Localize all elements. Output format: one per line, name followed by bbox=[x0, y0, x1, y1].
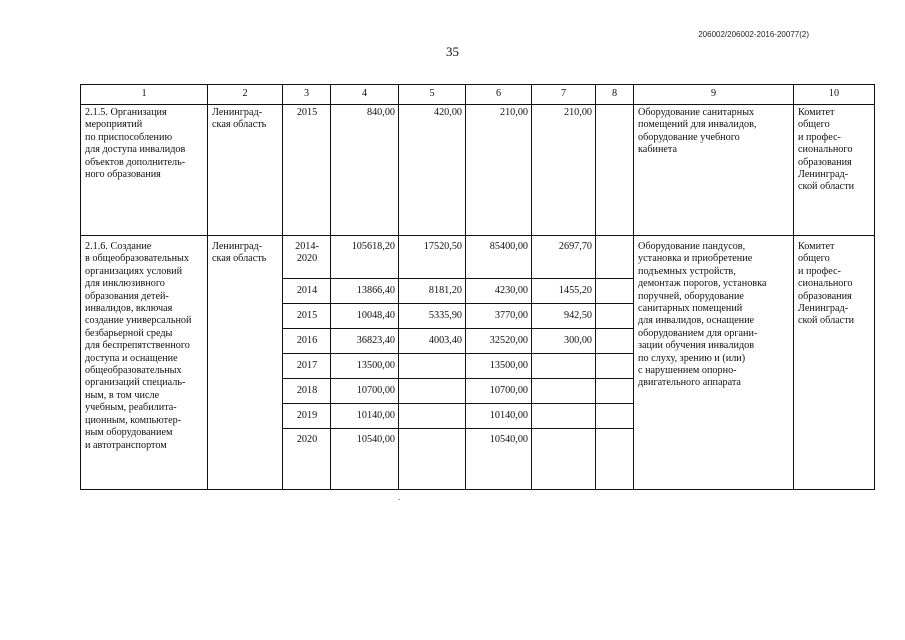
column-header: 1 bbox=[81, 85, 208, 105]
federal-cell: 5335,90 bbox=[399, 304, 466, 329]
federal-cell: 8181,20 bbox=[399, 279, 466, 304]
year-cell: 2015 bbox=[283, 105, 331, 236]
page-number: 35 bbox=[446, 44, 459, 59]
column-header: 9 bbox=[634, 85, 794, 105]
local-cell bbox=[532, 404, 596, 429]
federal-cell bbox=[399, 429, 466, 490]
local-cell: 1455,20 bbox=[532, 279, 596, 304]
other-cell bbox=[596, 354, 634, 379]
measure-name: 2.1.5. Организация мероприятий по приспособлению для доступа инвалидов объектов дополнитель- ного образования bbox=[81, 105, 208, 236]
executor: Комитет общего и профес- сионального образования Ленинград- ской области bbox=[794, 236, 875, 490]
federal-cell bbox=[399, 379, 466, 404]
column-header: 10 bbox=[794, 85, 875, 105]
table-row-2-1-6 bbox=[81, 236, 875, 279]
local-cell: 942,50 bbox=[532, 304, 596, 329]
local-cell: 2697,70 bbox=[532, 236, 596, 279]
federal-cell: 4003,40 bbox=[399, 329, 466, 354]
local-cell bbox=[532, 429, 596, 490]
column-header: 7 bbox=[532, 85, 596, 105]
federal-cell bbox=[399, 354, 466, 379]
federal-cell: 17520,50 bbox=[399, 236, 466, 279]
executor: Комитет общего и профес- сионального образования Ленинград- ской области bbox=[794, 105, 875, 236]
region: Ленинград- ская область bbox=[208, 236, 283, 490]
column-header: 4 bbox=[331, 85, 399, 105]
year-cell: 2020 bbox=[283, 429, 331, 490]
regional-cell: 10140,00 bbox=[466, 404, 532, 429]
total-cell: 13500,00 bbox=[331, 354, 399, 379]
column-number-row bbox=[81, 85, 875, 105]
regional-cell: 32520,00 bbox=[466, 329, 532, 354]
year-cell: 2018 bbox=[283, 379, 331, 404]
year-cell: 2019 bbox=[283, 404, 331, 429]
regional-cell: 4230,00 bbox=[466, 279, 532, 304]
local-cell: 300,00 bbox=[532, 329, 596, 354]
column-header: 3 bbox=[283, 85, 331, 105]
column-header: 6 bbox=[466, 85, 532, 105]
year-cell: 2014- 2020 bbox=[283, 236, 331, 279]
regional-cell: 10700,00 bbox=[466, 379, 532, 404]
region: Ленинград- ская область bbox=[208, 105, 283, 236]
other-cell bbox=[596, 329, 634, 354]
regional-cell: 3770,00 bbox=[466, 304, 532, 329]
federal-cell bbox=[399, 404, 466, 429]
total-cell: 10700,00 bbox=[331, 379, 399, 404]
other-cell bbox=[596, 379, 634, 404]
document-id: 206002/206002-2016-20077(2) bbox=[698, 30, 809, 39]
expected-result: Оборудование пандусов, установка и приобретение подъемных устройств, демонтаж порогов, установка поручней, оборудование санитарных помещений для инвалидов, оснащение оборудованием для органи- зации обучения инвалидов по слуху, зрению и (или) с нарушением опорно- двигательного аппарата bbox=[634, 236, 794, 490]
regional-cell: 10540,00 bbox=[466, 429, 532, 490]
expected-result: Оборудование санитарных помещений для инвалидов, оборудование учебного кабинета bbox=[634, 105, 794, 236]
column-header: 2 bbox=[208, 85, 283, 105]
local-cell: 210,00 bbox=[532, 105, 596, 236]
total-cell: 10540,00 bbox=[331, 429, 399, 490]
other-cell bbox=[596, 429, 634, 490]
year-cell: 2016 bbox=[283, 329, 331, 354]
column-header: 5 bbox=[399, 85, 466, 105]
other-cell bbox=[596, 105, 634, 236]
column-header: 8 bbox=[596, 85, 634, 105]
budget-table bbox=[80, 84, 875, 490]
other-cell bbox=[596, 304, 634, 329]
table-row-2-1-5 bbox=[81, 105, 875, 236]
local-cell bbox=[532, 354, 596, 379]
year-cell: 2015 bbox=[283, 304, 331, 329]
regional-cell: 13500,00 bbox=[466, 354, 532, 379]
total-cell: 10048,40 bbox=[331, 304, 399, 329]
regional-cell: 85400,00 bbox=[466, 236, 532, 279]
year-cell: 2017 bbox=[283, 354, 331, 379]
other-cell bbox=[596, 404, 634, 429]
year-cell: 2014 bbox=[283, 279, 331, 304]
local-cell bbox=[532, 379, 596, 404]
total-cell: 36823,40 bbox=[331, 329, 399, 354]
total-cell: 105618,20 bbox=[331, 236, 399, 279]
measure-name: 2.1.6. Создание в общеобразовательных организациях условий для инклюзивного образования детей- инвалидов, включая создание универсальной безбарьерной среды для беспрепятственного доступа и оснащение общеобразовательных организаций специаль- ным, в том числе учебным, реабилита- ционным, компьютер- ным оборудованием и автотранспортом bbox=[81, 236, 208, 490]
stray-mark: . bbox=[398, 492, 401, 502]
total-cell: 13866,40 bbox=[331, 279, 399, 304]
total-cell: 10140,00 bbox=[331, 404, 399, 429]
regional-cell: 210,00 bbox=[466, 105, 532, 236]
federal-cell: 420,00 bbox=[399, 105, 466, 236]
other-cell bbox=[596, 236, 634, 279]
total-cell: 840,00 bbox=[331, 105, 399, 236]
other-cell bbox=[596, 279, 634, 304]
